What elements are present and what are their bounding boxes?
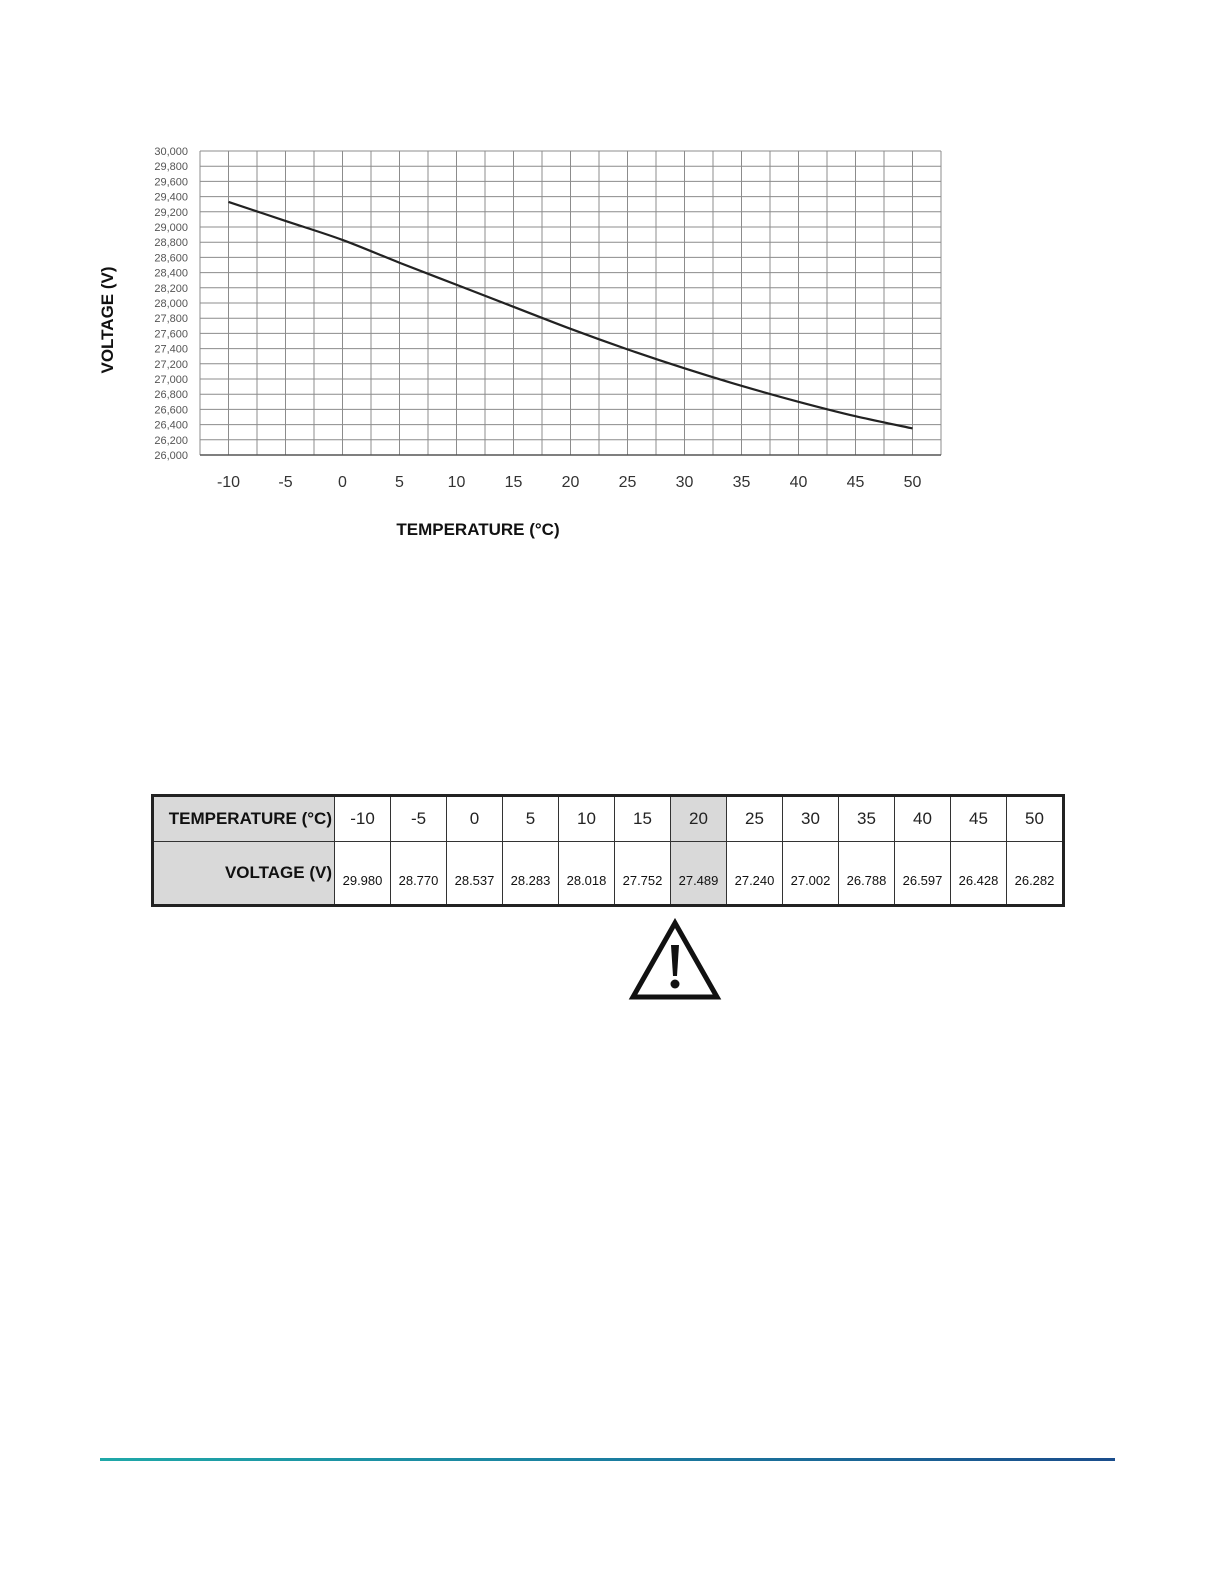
y-tick-label: 27,800	[154, 313, 188, 326]
y-tick-label: 28,400	[154, 267, 188, 280]
temperature-row	[153, 796, 1064, 842]
voltage-cell: 28.283	[503, 842, 559, 906]
y-tick-label: 28,000	[154, 298, 188, 310]
temperature-header: TEMPERATURE (°C)	[153, 796, 335, 842]
temperature-cell: -5	[391, 796, 447, 842]
chart-svg	[90, 130, 970, 560]
y-tick-label: 28,800	[154, 237, 188, 250]
x-tick-label: 15	[504, 474, 523, 491]
y-tick-label: 29,200	[154, 206, 188, 219]
y-tick-label: 26,400	[154, 419, 188, 432]
x-tick-label: 25	[618, 474, 637, 491]
y-tick-label: 27,400	[154, 343, 188, 356]
voltage-temperature-chart	[90, 130, 970, 560]
temperature-cell: 25	[727, 796, 783, 842]
y-tick-label: 28,200	[154, 282, 188, 295]
x-axis-title: TEMPERATURE (°C)	[396, 520, 560, 539]
temperature-cell: -10	[335, 796, 391, 842]
voltage-cell: 26.597	[895, 842, 951, 906]
x-tick-label: 10	[447, 474, 466, 491]
voltage-header: VOLTAGE (V)	[153, 842, 335, 906]
temperature-cell: 15	[615, 796, 671, 842]
temperature-cell: 45	[951, 796, 1007, 842]
voltage-table	[151, 794, 1065, 907]
voltage-cell: 28.537	[447, 842, 503, 906]
temperature-cell: 20	[671, 796, 727, 842]
y-tick-label: 30,000	[154, 146, 188, 158]
y-tick-label: 26,600	[154, 404, 188, 417]
voltage-cell: 28.018	[559, 842, 615, 906]
voltage-cell: 27.240	[727, 842, 783, 906]
voltage-cell: 27.489	[671, 842, 727, 906]
voltage-cell: 26.428	[951, 842, 1007, 906]
y-tick-label: 27,200	[154, 358, 188, 371]
x-tick-label: 5	[395, 474, 404, 491]
voltage-cell: 28.770	[391, 842, 447, 906]
y-tick-label: 26,800	[154, 389, 188, 402]
y-tick-label: 27,000	[154, 374, 188, 386]
x-tick-label: 20	[561, 474, 580, 491]
voltage-cell: 29.980	[335, 842, 391, 906]
y-tick-label: 27,600	[154, 328, 188, 341]
y-tick-label: 29,000	[154, 222, 188, 234]
temperature-cell: 35	[839, 796, 895, 842]
x-tick-label: 0	[338, 474, 347, 491]
voltage-cell: 27.002	[783, 842, 839, 906]
footer-rule	[100, 1458, 1115, 1461]
y-tick-label: 26,000	[154, 450, 188, 462]
temperature-cell: 50	[1007, 796, 1064, 842]
temperature-cell: 30	[783, 796, 839, 842]
x-tick-labels	[217, 474, 922, 491]
x-tick-label: -10	[216, 474, 241, 491]
x-tick-label: 30	[675, 474, 694, 491]
temperature-cell: 5	[503, 796, 559, 842]
x-tick-label: 45	[846, 474, 865, 491]
x-tick-label: 50	[903, 474, 922, 491]
voltage-cell: 27.752	[615, 842, 671, 906]
y-tick-labels	[154, 146, 188, 462]
voltage-cell: 26.788	[839, 842, 895, 906]
temperature-cell: 40	[895, 796, 951, 842]
y-tick-label: 29,800	[154, 161, 188, 174]
x-tick-label: 35	[732, 474, 751, 491]
voltage-cell: 26.282	[1007, 842, 1064, 906]
y-axis-title: VOLTAGE (V)	[98, 266, 117, 374]
y-tick-label: 29,600	[154, 176, 188, 189]
temperature-cell: 0	[447, 796, 503, 842]
y-tick-label: 26,200	[154, 434, 188, 447]
y-tick-label: 28,600	[154, 252, 188, 265]
voltage-row	[153, 842, 1064, 906]
x-tick-label: -5	[278, 474, 293, 491]
y-tick-label: 29,400	[154, 191, 188, 204]
temperature-cell: 10	[559, 796, 615, 842]
warning-triangle-icon	[628, 918, 722, 1002]
x-tick-label: 40	[789, 474, 808, 491]
